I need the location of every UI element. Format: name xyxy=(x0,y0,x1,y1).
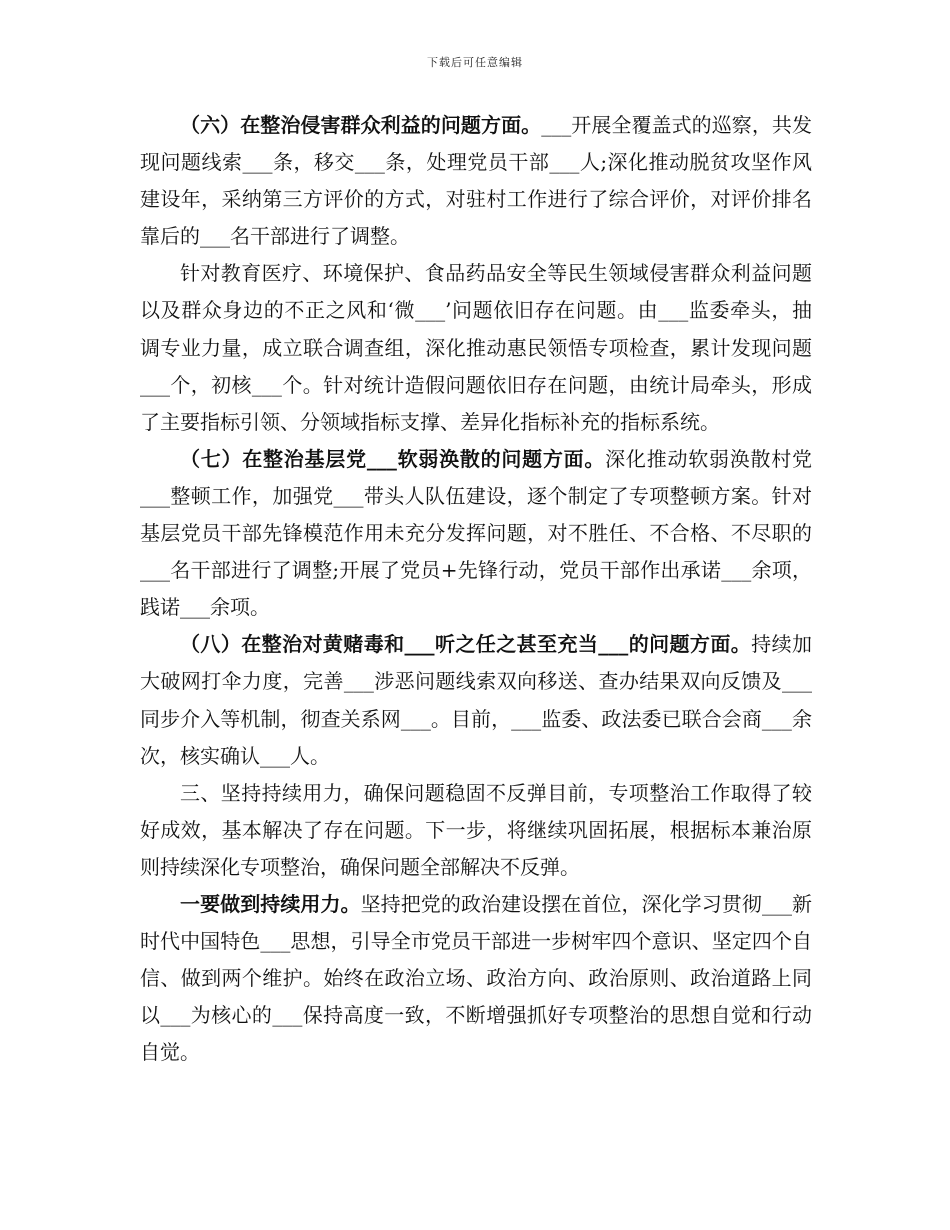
paragraph-heading: 一要做到持续用力。 xyxy=(180,891,361,916)
paragraph-body: 深化推动软弱涣散村党___整顿工作，加强党___带头人队伍建设，逐个制定了专项整顿方案。针对基层党员干部先锋模范作用未充分发挥问题，对不胜任、不合格、不尽职的___名干部进行了调整;开展了党员+先锋行动，党员干部作出承诺___余项，践诺___余项。 xyxy=(140,446,812,620)
page-header: 下载后可任意编辑 xyxy=(427,56,523,69)
paragraph-body: 针对教育医疗、环境保护、食品药品安全等民生领域侵害群众利益问题以及群众身边的不正之风和‘微___’问题依旧存在问题。由___监委牵头，抽调专业力量，成立联合调查组，深化推动惠民领悟专项检查，累计发现问题___个，初核___个。针对统计造假问题依旧存在问题，由统计局牵头，形成了主要指标引领、分领域指标支撑、差异化指标补充的指标系统。 xyxy=(140,261,812,434)
paragraph-heading: （七）在整治基层党___软弱涣散的问题方面。 xyxy=(180,446,606,471)
paragraph-body: ___开展全覆盖式的巡察，共发现问题线索___条，移交___条，处理党员干部___人;深化推动脱贫攻坚作风建设年，采纳第三方评价的方式，对驻村工作进行了综合评价，对评价排名靠后的___名干部进行了调整。 xyxy=(140,113,813,249)
paragraph-7 xyxy=(140,441,812,626)
paragraph-heading: （六）在整治侵害群众利益的问题方面。 xyxy=(180,113,542,137)
paragraph-6 xyxy=(140,107,812,255)
document-body xyxy=(140,107,812,1071)
paragraph-body: 三、坚持持续用力，确保问题稳固不反弹目前，专项整治工作取得了较好成效，基本解决了存在问题。下一步，将继续巩固拓展，根据标本兼治原则持续深化专项整治，确保问题全部解决不反弹。 xyxy=(140,780,812,879)
paragraph-section-3 xyxy=(140,775,812,886)
paragraph-body: 持续加大破网打伞力度，完善___涉恶问题线索双向移送、查办结果双向反馈及___同步介入等机制，彻查关系网___。目前，___监委、政法委已联合会商___余次，核实确认___人。 xyxy=(140,632,812,768)
paragraph-body: 坚持把党的政治建设摆在首位，深化学习贯彻___新时代中国特色___思想，引导全市党员干部进一步树牢四个意识、坚定四个自信、做到两个维护。始终在政治立场、政治方向、政治原则、政治道路上同以___为核心的___保持高度一致，不断增强抓好专项整治的思想自觉和行动自觉。 xyxy=(140,891,813,1065)
paragraph-8 xyxy=(140,626,812,774)
paragraph-continuous-effort xyxy=(140,886,812,1071)
paragraph-heading: （八）在整治对黄赌毒和___听之任之甚至充当___的问题方面。 xyxy=(180,632,752,657)
paragraph-livelihood xyxy=(140,255,812,440)
